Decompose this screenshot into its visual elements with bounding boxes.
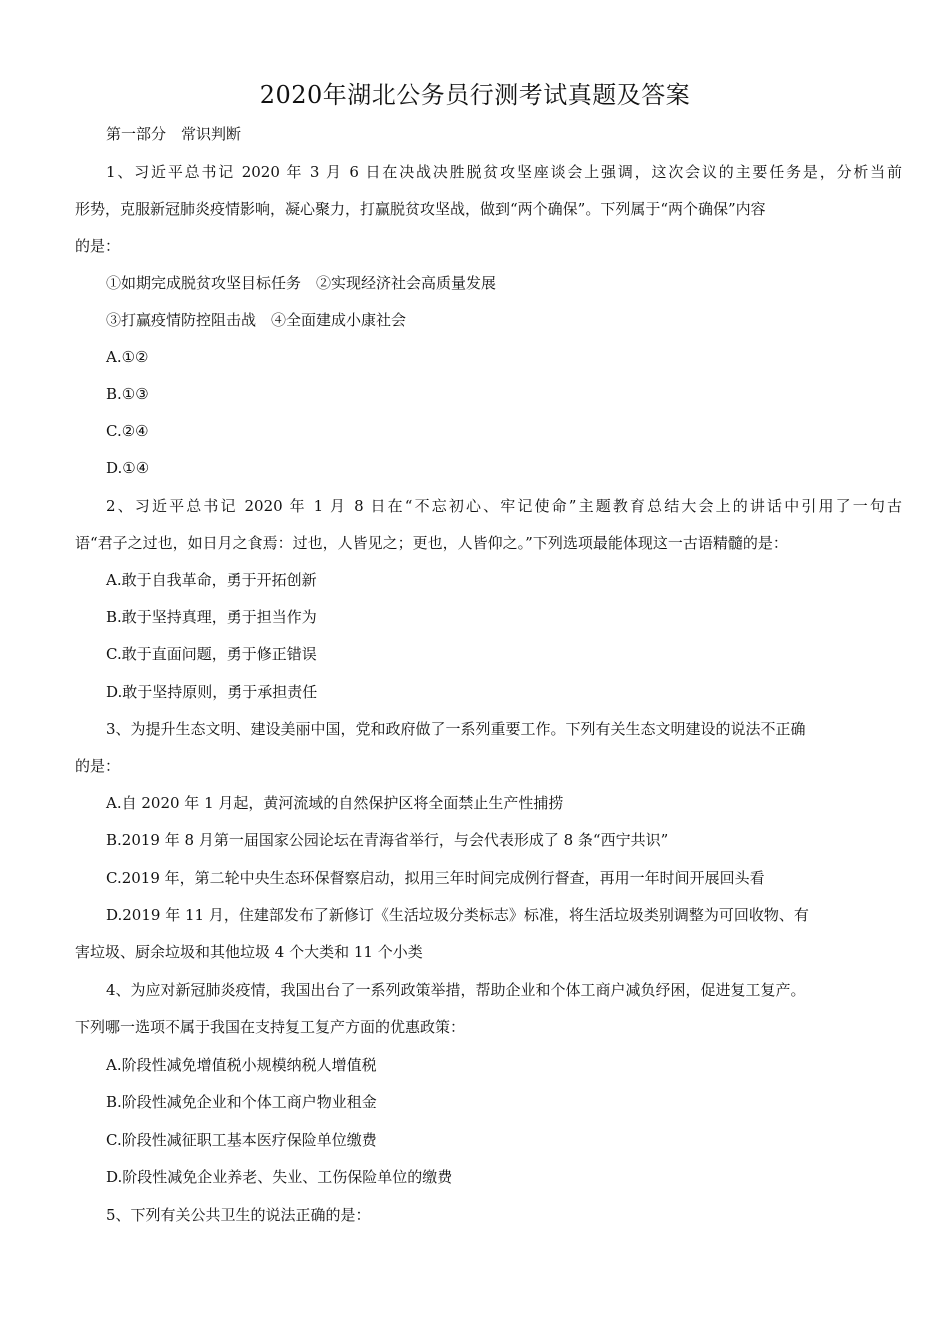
question-1-option-b: B.①③ bbox=[106, 385, 149, 403]
question-4-option-c: C.阶段性减征职工基本医疗保险单位缴费 bbox=[106, 1131, 377, 1149]
question-1-line-2: 形势，克服新冠肺炎疫情影响，凝心聚力，打赢脱贫攻坚战，做到“两个确保”。下列属于“两个确保”内容 bbox=[75, 200, 766, 218]
question-2-option-d: D.敢于坚持原则，勇于承担责任 bbox=[106, 683, 318, 701]
question-4-option-b: B.阶段性减免企业和个体工商户物业租金 bbox=[106, 1093, 377, 1111]
question-3-option-d-line-2: 害垃圾、厨余垃圾和其他垃圾 4 个大类和 11 个小类 bbox=[75, 943, 423, 961]
question-2-line-2: 语“君子之过也，如日月之食焉：过也，人皆见之；更也，人皆仰之。”下列选项最能体现这一古语精髓的是： bbox=[75, 534, 788, 552]
document-title: 2020年湖北公务员行测考试真题及答案 bbox=[259, 81, 691, 109]
question-4-option-d: D.阶段性减免企业养老、失业、工伤保险单位的缴费 bbox=[106, 1168, 453, 1186]
question-3-option-a: A.自 2020 年 1 月起，黄河流域的自然保护区将全面禁止生产性捕捞 bbox=[106, 794, 564, 812]
section-heading: 第一部分 常识判断 bbox=[106, 125, 242, 143]
question-1-line-3: 的是： bbox=[75, 237, 121, 255]
question-1-item-1: ①如期完成脱贫攻坚目标任务 ②实现经济社会高质量发展 bbox=[106, 274, 497, 292]
question-3-option-c: C.2019 年，第二轮中央生态环保督察启动，拟用三年时间完成例行督查，再用一年时间开展回头看 bbox=[106, 869, 765, 887]
question-3-line-1: 3、为提升生态文明、建设美丽中国，党和政府做了一系列重要工作。下列有关生态文明建设的说法不正确 bbox=[106, 720, 806, 738]
question-1-option-d: D.①④ bbox=[106, 459, 150, 477]
question-2-option-b: B.敢于坚持真理，勇于担当作为 bbox=[106, 608, 317, 626]
question-5-line-1: 5、下列有关公共卫生的说法正确的是： bbox=[106, 1206, 371, 1224]
question-4-line-2: 下列哪一选项不属于我国在支持复工复产方面的优惠政策： bbox=[75, 1018, 466, 1036]
question-4-line-1: 4、为应对新冠肺炎疫情，我国出台了一系列政策举措，帮助企业和个体工商户减负纾困，促进复工复产。 bbox=[106, 981, 806, 999]
question-3-option-b: B.2019 年 8 月第一届国家公园论坛在青海省举行，与会代表形成了 8 条“西宁共识” bbox=[106, 831, 669, 849]
question-2-option-a: A.敢于自我革命，勇于开拓创新 bbox=[106, 571, 317, 589]
question-3-line-2: 的是： bbox=[75, 757, 121, 775]
question-1-item-2: ③打赢疫情防控阻击战 ④全面建成小康社会 bbox=[106, 311, 407, 329]
question-1-option-a: A.①② bbox=[106, 348, 149, 366]
question-4-option-a: A.阶段性减免增值税小规模纳税人增值税 bbox=[106, 1056, 377, 1074]
question-2-option-c: C.敢于直面问题，勇于修正错误 bbox=[106, 645, 317, 663]
question-3-option-d-line-1: D.2019 年 11 月，住建部发布了新修订《生活垃圾分类标志》标准，将生活垃圾类别调整为可回收物、有 bbox=[106, 906, 809, 924]
question-1-option-c: C.②④ bbox=[106, 422, 149, 440]
question-2-line-1: 2、习近平总书记 2020 年 1 月 8 日在“不忘初心、牢记使命”主题教育总结大会上的讲话中引用了一句古 bbox=[106, 497, 902, 515]
question-1-line-1: 1、习近平总书记 2020 年 3 月 6 日在决战决胜脱贫攻坚座谈会上强调，这次会议的主要任务是，分析当前 bbox=[106, 163, 902, 181]
